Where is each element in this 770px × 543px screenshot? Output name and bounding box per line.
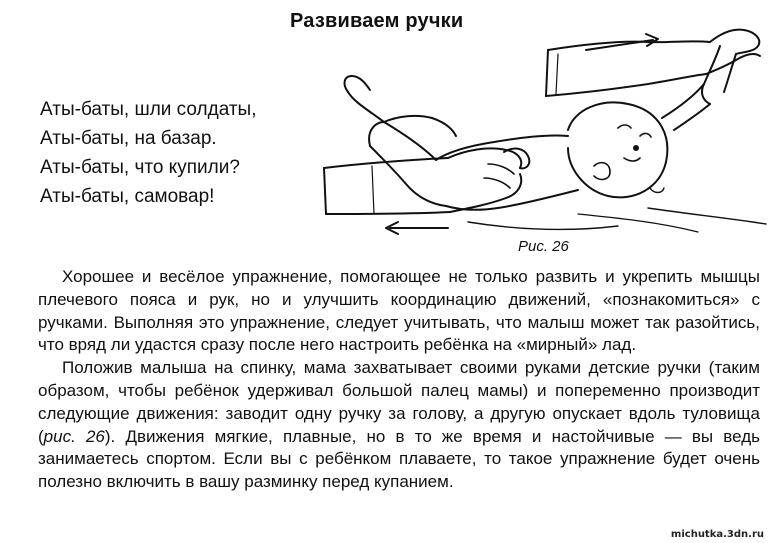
page-title: Развиваем ручки	[290, 10, 464, 32]
paragraph: Хорошее и весёлое упражнение, помогающее не только развить и укрепить мышцы плечевого пояса и рук, но и улучшить координацию движений, «познакомиться» с ручками. Выполняя это упражнение, следует учитывать, что малыш может так разойтись, что вряд ли удастся сразу после него настроить ребёнка на «мирный» лад.	[38, 267, 760, 355]
poem	[40, 95, 257, 211]
paragraph-text: ). Движения мягкие, плавные, но в то же время и настойчивые — вы ведь занимаетесь спортом. Если вы с ребёнком плаваете, то такое упражнение будет очень полезно включить в вашу разминку перед купанием.	[38, 426, 760, 492]
poem-line: Аты-баты, шли солдаты,	[40, 99, 257, 120]
paragraph	[38, 357, 760, 494]
watermark: michutka.3dn.ru	[670, 529, 764, 540]
poem-line: Аты-баты, самовар!	[40, 186, 215, 207]
arrow-left-icon	[386, 222, 448, 234]
figure-caption: Рис. 26	[518, 238, 569, 255]
figure-reference: рис. 26	[43, 426, 105, 446]
paragraph-text: Положив малыша на спинку, мама захватывает своими руками детские ручки (таким образом, чтобы ребёнок удерживал большой палец мамы) и попеременно производит следующие движения: заводит одну ручку за голову, а другую опускает вдоль туловища (	[38, 358, 760, 446]
poem-line: Аты-баты, на базар.	[40, 128, 217, 149]
poem-line: Аты-баты, что купили?	[40, 157, 240, 178]
baby-exercise-illustration	[318, 18, 770, 250]
article-body	[38, 266, 760, 494]
